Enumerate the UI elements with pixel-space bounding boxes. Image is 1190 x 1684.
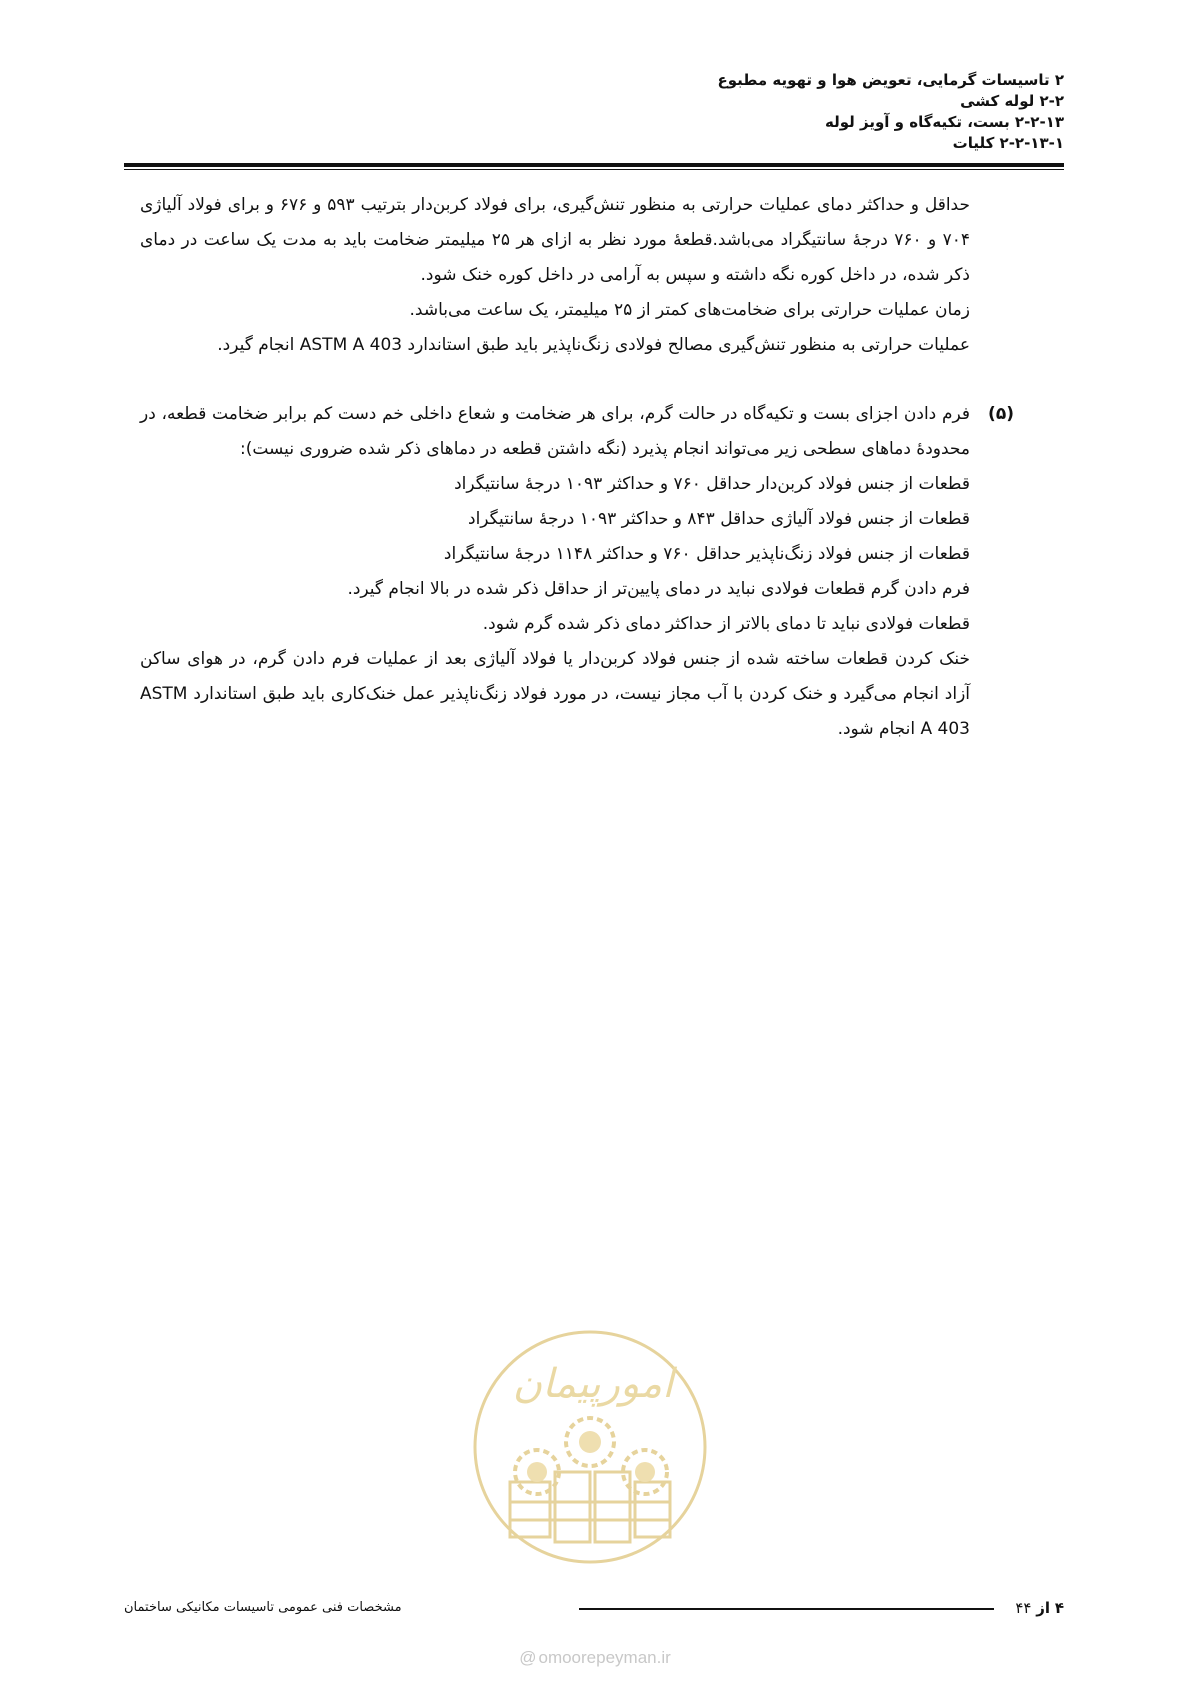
- paragraph-heat-time: زمان عملیات حرارتی برای ضخامت‌های کمتر از ۲۵ میلیمتر، یک ساعت می‌باشد.: [409, 300, 970, 320]
- list-item-number: (۵): [988, 404, 1014, 424]
- line-carbon-steel: قطعات از جنس فولاد کربن‌دار حداقل ۷۶۰ و حداکثر ۱۰۹۳ درجهٔ سانتیگراد: [454, 474, 970, 494]
- footer-rule: [579, 1608, 994, 1610]
- at-sign-icon: @: [519, 1648, 537, 1667]
- page-total: ۴۴: [1015, 1599, 1032, 1617]
- list-item-5: [140, 397, 1014, 747]
- header-rule: [124, 163, 1064, 167]
- site-watermark-text: omoorepeyman.ir: [538, 1648, 671, 1667]
- watermark-stamp: [465, 1322, 715, 1572]
- page-footer: [124, 1598, 1064, 1622]
- header-chapter: ۲ تاسیسات گرمایی، تعویض هوا و تهویه مطبوع: [717, 71, 1064, 89]
- paragraph-stress-relief: حداقل و حداکثر دمای عملیات حرارتی به منظور تنش‌گیری، برای فولاد کربن‌دار بترتیب ۵۹۳ و ۶۷۶ و برای فولاد آلیاژی ۷۰۴ و ۷۶۰ درجهٔ سانتیگراد می‌باشد.قطعهٔ مورد نظر به ازای هر ۲۵ میلیمتر ضخامت باید به مدت یک ساعت در دمای ذکر شده، در داخل کوره نگه داشته و سپس به آرامی در داخل کوره خنک شود.: [140, 195, 970, 285]
- page-of: از: [1036, 1599, 1051, 1617]
- line-min-temp-note: فرم دادن گرم قطعات فولادی نباید در دمای پایین‌تر از حداقل ذکر شده در بالا انجام گیرد.: [347, 579, 970, 599]
- header-subsection: ۲-۲-۱۳ بست، تکیه‌گاه و آویز لوله: [825, 113, 1064, 131]
- line-max-temp-note: قطعات فولادی نباید تا دمای بالاتر از حداکثر دمای ذکر شده گرم شود.: [482, 614, 970, 634]
- paragraph-hot-forming: فرم دادن اجزای بست و تکیه‌گاه در حالت گرم، برای هر ضخامت و شعاع داخلی خم دست کم برابر ضخامت قطعه، در محدودهٔ دماهای سطحی زیر می‌تواند انجام پذیرد (نگه داشتن قطعه در دماهای ذکر شده ضروری نیست):: [140, 404, 970, 459]
- header-subsubsection: ۲-۲-۱۳-۱ کلیات: [952, 134, 1064, 152]
- line-alloy-steel: قطعات از جنس فولاد آلیاژی حداقل ۸۴۳ و حداکثر ۱۰۹۳ درجهٔ سانتیگراد: [468, 509, 970, 529]
- page-header: [124, 70, 1064, 154]
- page-current: ۴: [1054, 1599, 1064, 1617]
- document-body: [140, 188, 1014, 747]
- footer-document-title: مشخصات فنی عمومی تاسیسات مکانیکی ساختمان: [124, 1600, 402, 1615]
- line-stainless-steel: قطعات از جنس فولاد زنگ‌ناپذیر حداقل ۷۶۰ و حداکثر ۱۱۴۸ درجهٔ سانتیگراد: [443, 544, 970, 564]
- paragraph-cooling: خنک کردن قطعات ساخته شده از جنس فولاد کربن‌دار یا فولاد آلیاژی بعد از عملیات فرم دادن گرم، در هوای ساکن آزاد انجام می‌گیرد و خنک کردن با آب مجاز نیست، در مورد فولاد زنگ‌ناپذیر عمل خنک‌کاری باید طبق استاندارد ASTM A 403 انجام شود.: [140, 649, 970, 739]
- page-number: [1015, 1598, 1064, 1618]
- header-section: ۲-۲ لوله کشی: [960, 92, 1064, 110]
- stamp-logo-text: امورپیمان: [512, 1361, 674, 1407]
- paragraph-stainless-standard: عملیات حرارتی به منظور تنش‌گیری مصالح فولادی زنگ‌ناپذیر باید طبق استاندارد ASTM A 403 انجام گیرد.: [217, 335, 970, 355]
- header-rule-thin: [124, 169, 1064, 170]
- site-watermark: [495, 1648, 695, 1668]
